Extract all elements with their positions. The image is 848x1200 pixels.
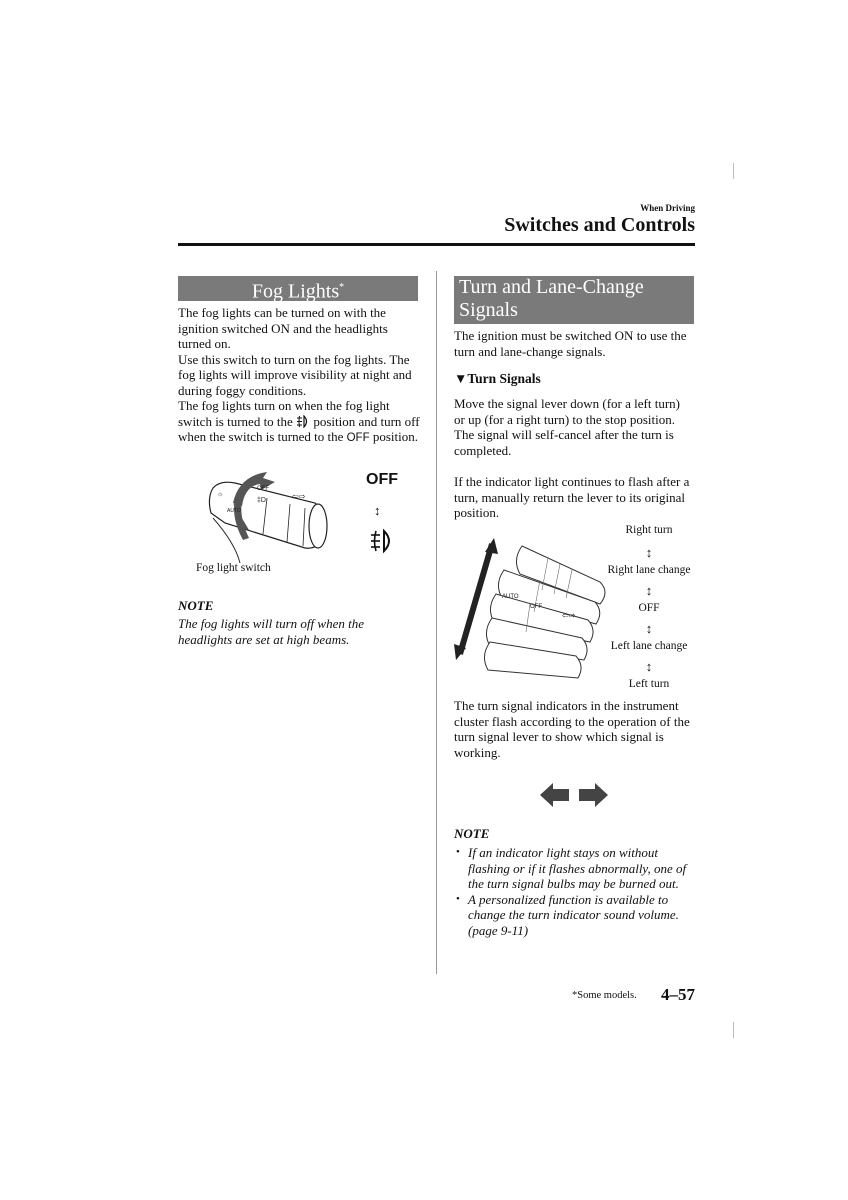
fog-lights-operation-c: position.	[372, 429, 419, 444]
figure-position-arrow: ↕	[374, 503, 381, 518]
note-item: • If an indicator light stays on without flashing or if it flashes abnormally, one of the turn signal bulbs may be burned out.	[454, 845, 702, 892]
fog-light-switch-illustration	[195, 468, 345, 568]
fog-light-icon	[296, 415, 310, 428]
off-inline-label: OFF	[346, 432, 370, 444]
position-right-turn: Right turn	[625, 524, 673, 536]
left-turn-indicator-icon	[540, 782, 570, 808]
svg-text:‡D: ‡D	[257, 497, 266, 504]
fog-note-text: The fog lights will turn off when the headlights are set at high beams.	[178, 616, 364, 647]
turn-signals-subheading	[454, 371, 541, 387]
fog-lights-use: Use this switch to turn on the fog lights. The fog lights will improve visibility at night and during foggy conditions.	[178, 351, 412, 398]
crop-mark-bottom	[733, 1022, 734, 1038]
position-arrow: ↕	[645, 621, 653, 636]
page-number: 4–57	[661, 985, 695, 1004]
svg-text:OFF: OFF	[257, 486, 269, 492]
fog-lights-intro: The fog lights can be turned on with the ignition switched ON and the headlights turned on.	[178, 305, 388, 351]
note-item: • A personalized function is available to change the turn indicator sound volume. (page 9-11)	[454, 892, 702, 939]
turn-signal-lever-illustration	[450, 532, 610, 692]
fog-lights-heading	[178, 276, 418, 301]
fog-note-label: NOTE	[178, 598, 214, 613]
svg-text:AUTO: AUTO	[227, 508, 241, 514]
svg-text:⇦⇨: ⇦⇨	[562, 611, 576, 620]
footnote: *Some models.	[572, 990, 637, 1001]
position-arrow: ↕	[645, 545, 653, 560]
fog-light-symbol-icon	[369, 528, 395, 554]
turn-signals-para1: Move the signal lever down (for a left turn) or up (for a right turn) to the stop position. The signal will self-cancel after the turn is completed.	[454, 396, 680, 458]
position-left-lane-change: Left lane change	[610, 640, 688, 652]
figure-caption: Fog light switch	[196, 562, 271, 574]
svg-text:OFF: OFF	[530, 604, 542, 610]
fog-lights-operation	[178, 398, 423, 447]
turn-note-list	[454, 845, 702, 938]
turn-note-label: NOTE	[454, 826, 490, 841]
section-label: When Driving	[640, 203, 695, 213]
header-rule	[178, 243, 695, 246]
crop-mark-top	[733, 163, 734, 179]
fog-lights-heading-text: Fog Lights	[251, 280, 340, 303]
position-arrow: ↕	[645, 583, 653, 598]
column-divider	[436, 271, 437, 974]
subheading-marker: ▼	[454, 371, 468, 386]
fog-lights-body	[178, 305, 423, 447]
svg-text:⇦⇨: ⇦⇨	[292, 492, 306, 501]
fog-lights-operation-a: The fog lights turn on when the fog light switch is turned to the	[178, 398, 390, 429]
turn-signals-heading: Turn and Lane-Change Signals	[454, 276, 694, 324]
right-turn-indicator-icon	[578, 782, 608, 808]
position-off: OFF	[638, 602, 660, 614]
page-title: Switches and Controls	[504, 214, 695, 236]
svg-text:☼: ☼	[217, 491, 224, 498]
position-left-turn: Left turn	[628, 678, 670, 690]
figure-off-label: OFF	[366, 471, 398, 488]
turn-signals-intro: The ignition must be switched ON to use the turn and lane-change signals.	[454, 328, 687, 359]
position-arrow: ↕	[645, 659, 653, 674]
position-right-lane-change: Right lane change	[607, 564, 691, 576]
turn-signals-para2: If the indicator light continues to flash after a turn, manually return the lever to its original position.	[454, 474, 690, 520]
footnote-mark: *	[339, 282, 345, 293]
turn-signals-para3: The turn signal indicators in the instrument cluster flash according to the operation of the turn signal lever to show which signal is working.	[454, 698, 690, 760]
subheading-text: Turn Signals	[467, 371, 541, 386]
svg-text:AUTO: AUTO	[502, 594, 519, 600]
fog-lights-operation-b: position and turn off when the switch is turned to the	[178, 413, 420, 444]
